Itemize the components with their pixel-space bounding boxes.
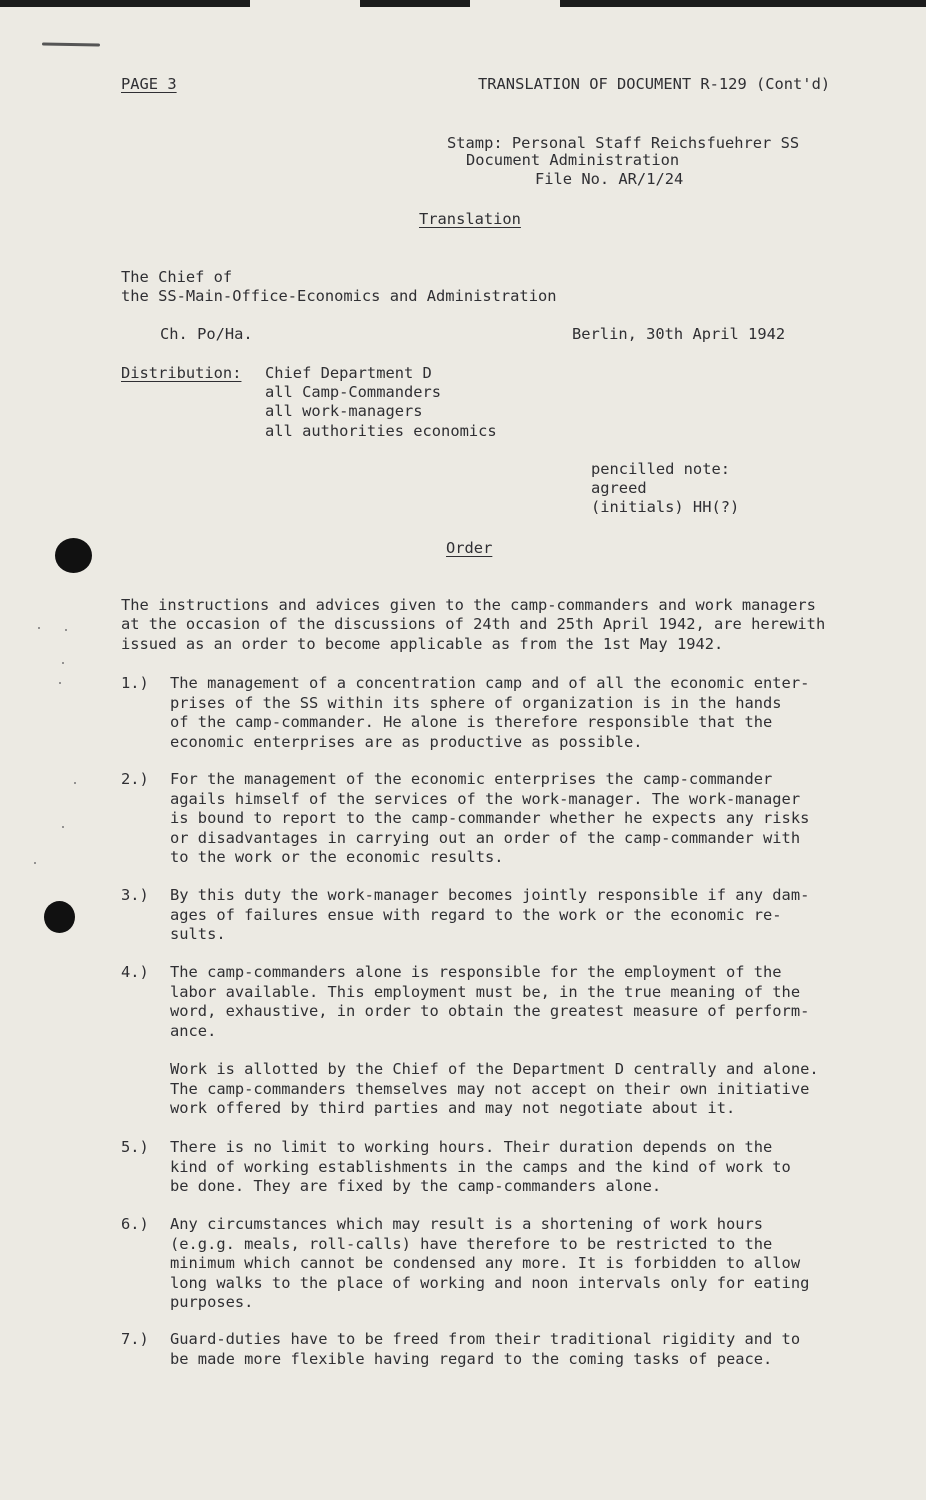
item-text-continued: Work is allotted by the Chief of the Department D centrally and alone. The camp-commanders themselves may not accept on their own initiative work offered by third parties and may not negotiate about it. [170, 1060, 819, 1117]
intro-line: at the occasion of the discussions of 24th and 25th April 1942, are herewith [121, 615, 826, 633]
sender-line-2: the SS-Main-Office-Economics and Administration [121, 287, 557, 305]
item-number: 6.) [121, 1215, 149, 1233]
item-text: By this duty the work-manager becomes jointly responsible if any dam- ages of failures ensue with regard to the work or the economic re- sults. [170, 886, 810, 943]
item-text: There is no limit to working hours. Their duration depends on the kind of working establishments in the camps and the kind of work to be done. They are fixed by the camp-commanders alone. [170, 1138, 791, 1195]
item-text: Guard-duties have to be freed from their traditional rigidity and to be made more flexible having regard to the coming tasks of peace. [170, 1330, 801, 1368]
item-text: The camp-commanders alone is responsible for the employment of the labor available. This employment must be, in the true meaning of the word, exhaustive, in order to obtain the greatest measure of perform- ance. [170, 963, 810, 1040]
intro-line: The instructions and advices given to the camp-commanders and work managers [121, 596, 816, 614]
order-heading: Order [446, 539, 493, 557]
punch-hole-bottom [44, 901, 75, 933]
item-number: 7.) [121, 1330, 149, 1348]
punch-hole-top [55, 538, 92, 573]
pencilled-note-line-2: agreed [591, 479, 647, 497]
item-number: 1.) [121, 674, 149, 692]
translation-heading: Translation [419, 210, 521, 228]
stamp-line-2: Document Administration [466, 151, 680, 169]
pencilled-note-line-1: pencilled note: [591, 460, 730, 478]
document-title: TRANSLATION OF DOCUMENT R-129 (Cont'd) [478, 75, 831, 93]
distribution-item: all work-managers [265, 402, 423, 420]
sender-line-1: The Chief of [121, 268, 233, 286]
item-text: The management of a concentration camp and of all the economic enter- prises of the SS within its sphere of organization is in the hands of the camp-commander. He alone is therefore responsible that the economic enterprises are as productive as possible. [170, 674, 810, 751]
stamp-line-3: File No. AR/1/24 [535, 170, 684, 188]
pencilled-note-line-3: (initials) HH(?) [591, 498, 740, 516]
place-date: Berlin, 30th April 1942 [572, 325, 786, 343]
intro-line: issued as an order to become applicable as from the 1st May 1942. [121, 635, 724, 653]
distribution-item: all Camp-Commanders [265, 383, 442, 401]
scan-top-edge [0, 0, 926, 7]
item-number: 5.) [121, 1138, 149, 1156]
distribution-label: Distribution: [121, 364, 242, 382]
distribution-item: Chief Department D [265, 364, 432, 382]
page-label: PAGE 3 [121, 75, 177, 93]
stamp-line-1: Stamp: Personal Staff Reichsfuehrer SS [447, 134, 800, 152]
reference-code: Ch. Po/Ha. [160, 325, 253, 343]
scan-margin-mark [42, 42, 100, 46]
distribution-item: all authorities economics [265, 422, 497, 440]
item-text: For the management of the economic enterprises the camp-commander agails himself of the services of the work-manager. The work-manager is bound to report to the camp-commander whether he expects any risks or disadvantages in carrying out an order of the camp-commander with to the work or the economic results. [170, 770, 810, 866]
item-text: Any circumstances which may result is a shortening of work hours (e.g.g. meals, roll-calls) have therefore to be restricted to the minimum which cannot be condensed any more. It is forbidden to allow long walks to the place of working and noon intervals only for eating purposes. [170, 1215, 810, 1311]
item-number: 4.) [121, 963, 149, 981]
item-number: 2.) [121, 770, 149, 788]
item-number: 3.) [121, 886, 149, 904]
